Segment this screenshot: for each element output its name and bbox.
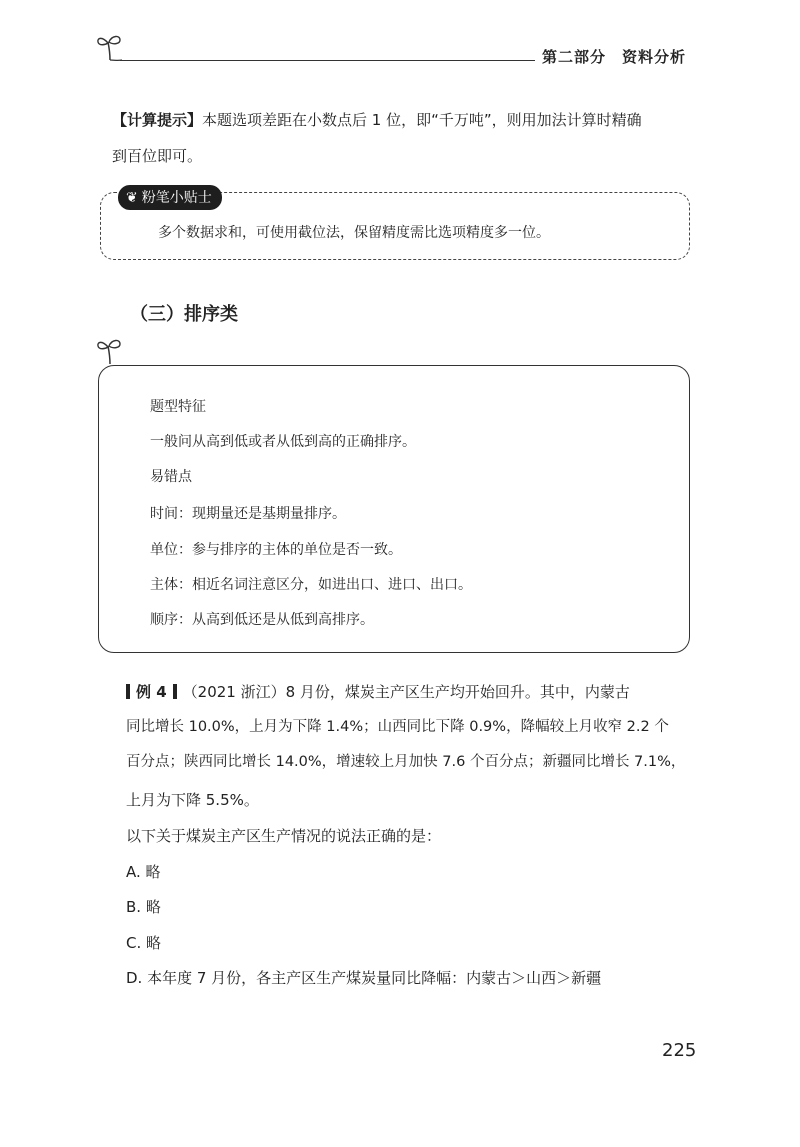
sprout-icon (96, 32, 124, 62)
option-a: A. 略 (126, 863, 161, 881)
section-title: （三）排序类 (130, 304, 238, 325)
calc-hint-line-1 (112, 108, 642, 132)
example-line-3: 百分点；陕西同比增长 14.0%，增速较上月加快 7.6 个百分点；新疆同比增长 7.1%， (126, 754, 686, 770)
tip-badge-label: 粉笔小贴士 (141, 190, 212, 206)
example-line-1 (126, 680, 630, 704)
sprout-icon (96, 336, 124, 366)
tip-badge (118, 185, 222, 210)
example-line-2: 同比增长 10.0%，上月为下降 1.4%；山西同比下降 0.9%，降幅较上月收窄 2.2 个 (126, 719, 669, 735)
calc-hint-text: 本题选项差距在小数点后 1 位，即“千万吨”，则用加法计算时精确 (202, 111, 642, 129)
feature-line: 单位：参与排序的主体的单位是否一致。 (150, 542, 402, 558)
example-label: 例 4 (136, 683, 167, 701)
page-number: 225 (662, 1040, 697, 1061)
example-line-4: 上月为下降 5.5%。 (126, 791, 259, 809)
option-d: D. 本年度 7 月份，各主产区生产煤炭量同比降幅：内蒙古＞山西＞新疆 (126, 969, 602, 987)
feature-line: 时间：现期量还是基期量排序。 (150, 506, 346, 522)
question-text: 以下关于煤炭主产区生产情况的说法正确的是： (126, 827, 442, 845)
header-section-title: 第二部分 资料分析 (542, 48, 687, 66)
feature-heading: 易错点 (150, 469, 192, 485)
example-bar-right (173, 684, 177, 699)
feature-line: 主体：相近名词注意区分，如进出口、进口、出口。 (150, 577, 472, 593)
feature-line: 顺序：从高到低还是从低到高排序。 (150, 612, 374, 628)
feature-line: 一般问从高到低或者从低到高的正确排序。 (150, 434, 416, 450)
tip-text: 多个数据求和，可使用截位法，保留精度需比选项精度多一位。 (158, 225, 550, 241)
leaf-icon: ❦ (126, 190, 138, 206)
option-c: C. 略 (126, 934, 162, 952)
example-text: （2021 浙江）8 月份，煤炭主产区生产均开始回升。其中，内蒙古 (182, 683, 630, 701)
example-bar-left (126, 684, 130, 699)
option-b: B. 略 (126, 898, 161, 916)
calc-hint-line-2: 到百位即可。 (112, 147, 203, 165)
feature-heading: 题型特征 (150, 399, 206, 415)
calc-hint-label: 【计算提示】 (112, 111, 203, 129)
header-rule (120, 60, 535, 61)
